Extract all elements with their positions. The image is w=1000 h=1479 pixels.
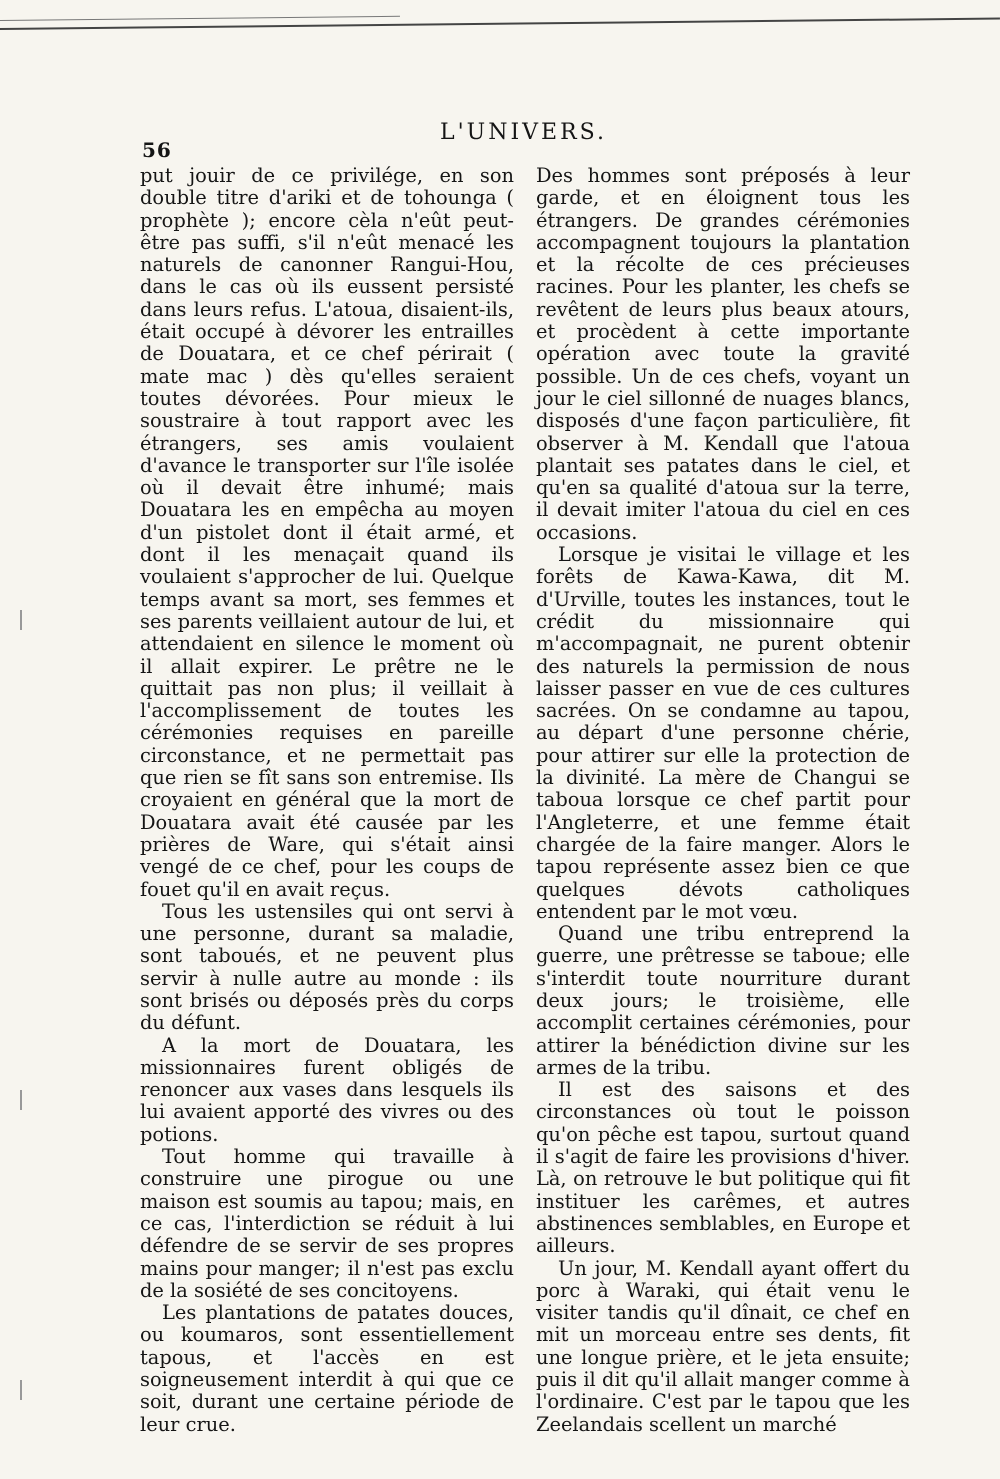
paragraph: A la mort de Douatara, les missionnaires furent obligés de renoncer aux vases dans lesquels ils lui avaient apporté des vivres ou des potions.	[140, 1033, 514, 1146]
text-columns	[140, 164, 910, 1436]
margin-mark	[20, 610, 22, 630]
paragraph: Tous les ustensiles qui ont servi à une personne, durant sa maladie, sont taboués, et ne peuvent plus servir à nulle autre au monde : ils sont brisés ou déposés près du corps du défunt.	[140, 899, 514, 1035]
top-edge-rule	[0, 16, 400, 21]
running-head: L'UNIVERS.	[440, 120, 607, 145]
paragraph: Lorsque je visitai le village et les forêts de Kawa-Kawa, dit M. d'Urville, toutes les instances, tout le crédit du missionnaire qui m'accompagnait, ne purent obtenir des naturels la permission de nous laisser passer en vue de ces cultures sacrées. On se condamne au tapou, au départ d'une personne chérie, pour attirer sur elle la protection de la divinité. La mère de Changui se taboua lorsque ce chef partit pour l'Angleterre, et une femme était chargée de la faire manger. Alors le tapou représente assez bien ce que quelques dévots catholiques entendent par le mot vœu.	[536, 543, 910, 923]
right-column	[536, 164, 910, 1436]
page-number: 56	[142, 138, 172, 162]
paragraph: Tout homme qui travaille à construire une pirogue ou une maison est soumis au tapou; mais, en ce cas, l'interdiction se réduit à lui défendre de se servir de ses propres mains pour manger; il n'est pas exclu de la sosiété de ses concitoyens.	[140, 1145, 514, 1302]
paragraph: put jouir de ce privilége, en son double titre d'ariki et de tohounga ( prophète ); encore cèla n'eût peut-être pas suffi, s'il n'eût menacé les naturels de canonner Rangui-Hou, dans le cas où ils eussent persisté dans leurs refus. L'atoua, disaient-ils, était occupé à dévorer les entrailles de Douatara, et ce chef périrait ( mate mac ) dès qu'elles seraient toutes dévorées. Pour mieux le soustraire à tout rapport avec les étrangers, ses amis voulaient d'avance le transporter sur l'île isolée où il devait être inhumé; mais Douatara les en empêcha au moyen d'un pistolet dont il était armé, et dont il les menaçait quand ils voulaient s'approcher de lui. Quelque temps avant sa mort, ses femmes et ses parents veillaient autour de lui, et attendaient en silence le moment où il allait expirer. Le prêtre ne le quittait pas non plus; il veillait à l'accomplissement de toutes les cérémonies requises en pareille circonstance, et ne permettait pas que rien se fît sans son entremise. Ils croyaient en général que la mort de Douatara avait été causée par les prières de Ware, qui s'était ainsi vengé de ce chef, pour les coups de fouet qu'il en avait reçus.	[140, 164, 514, 901]
paragraph: Il est des saisons et des circonstances où tout le poisson qu'on pêche est tapou, surtout quand il s'agit de faire les provisions d'hiver. Là, on retrouve le but politique qui fit instituer les carêmes, et autres abstinences semblables, en Europe et ailleurs.	[536, 1078, 910, 1258]
paragraph: Des hommes sont préposés à leur garde, et en éloignent tous les étrangers. De grandes cérémonies accompagnent toujours la plantation et la récolte de ces précieuses racines. Pour les planter, les chefs se revêtent de leurs plus beaux atours, et procèdent à cette importante opération avec toute la gravité possible. Un de ces chefs, voyant un jour le ciel sillonné de nuages blancs, disposés d'une façon particulière, fit observer à M. Kendall que l'atoua plantait ses patates dans le ciel, et qu'en sa qualité d'atoua sur la terre, il devait imiter l'atoua du ciel en ces occasions.	[536, 164, 910, 544]
paragraph: Les plantations de patates douces, ou koumaros, sont essentiellement tapous, et l'accès en est soigneusement interdit à qui que ce soit, durant une certaine période de leur crue.	[140, 1301, 514, 1436]
paragraph: Un jour, M. Kendall ayant offert du porc à Waraki, qui était venu le visiter tandis qu'il dînait, ce chef en mit un morceau entre ses dents, fit une longue prière, et le jeta ensuite; puis il dit qu'il allait manger comme à l'ordinaire. C'est par le tapou que les Zeelandais scellent un marché	[536, 1256, 910, 1436]
margin-mark	[20, 1380, 22, 1400]
paragraph: Quand une tribu entreprend la guerre, une prêtresse se taboue; elle s'interdit toute nourriture durant deux jours; le troisième, elle accomplit certaines cérémonies, pour attirer la bénédiction divine sur les armes de la tribu.	[536, 922, 910, 1079]
margin-mark	[20, 1090, 22, 1110]
left-column	[140, 164, 514, 1436]
